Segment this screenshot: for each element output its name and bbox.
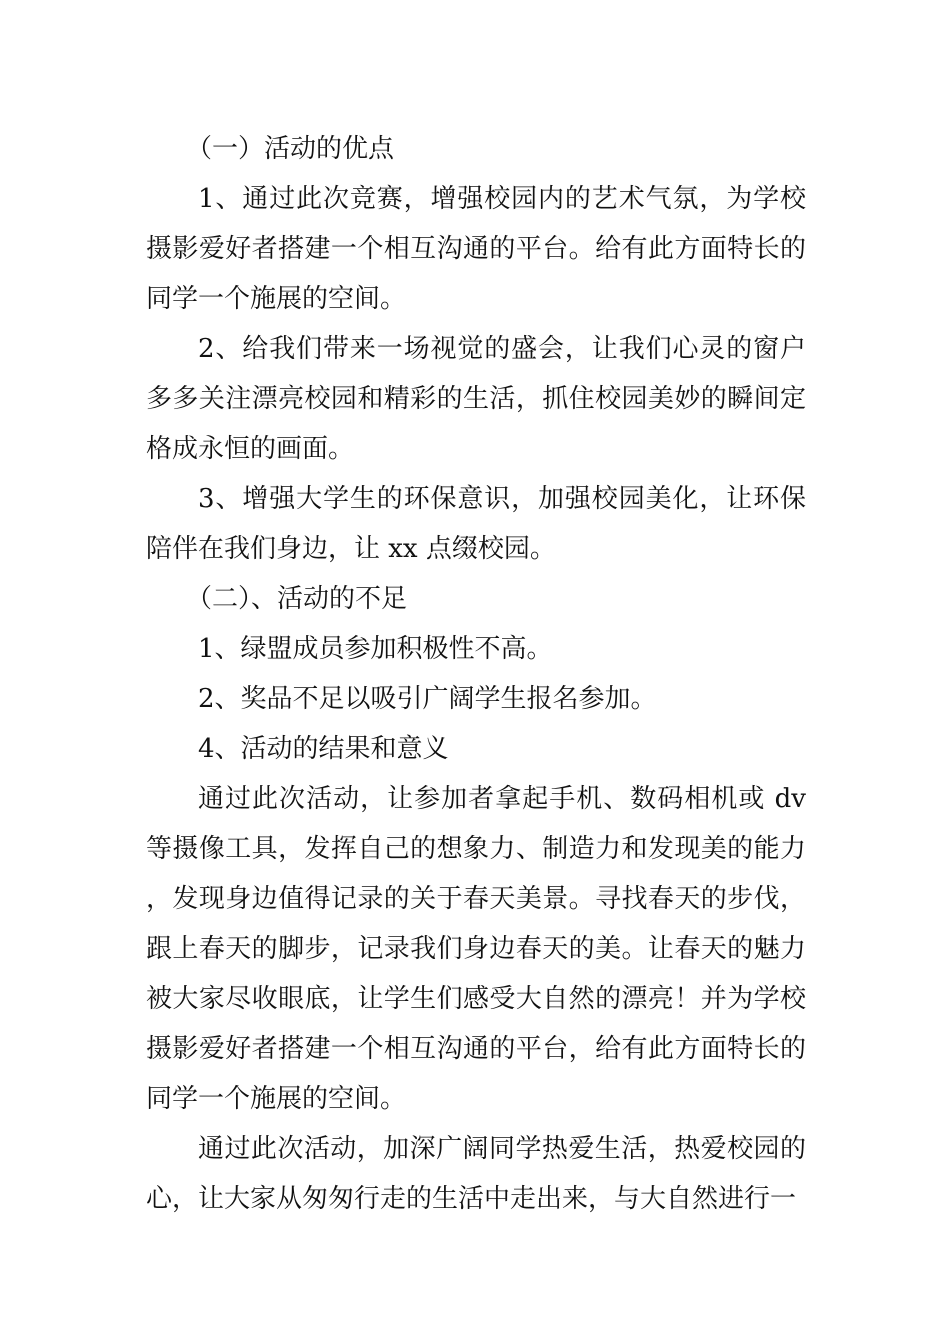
- section-heading-shortcomings: （二）、活动的不足: [186, 584, 408, 614]
- document-body: [146, 124, 806, 1224]
- paragraph-results-heading: 4、活动的结果和意义: [198, 734, 449, 764]
- paragraph-advantage-3: 3、增强大学生的环保意识，加强校园美化，让环保陪伴在我们身边，让 xx 点缀校园。: [146, 484, 806, 564]
- paragraph-shortcoming-1: 1、绿盟成员参加积极性不高。: [198, 634, 553, 664]
- section-heading-advantages: （一）活动的优点: [186, 134, 395, 164]
- paragraph-results-2: 通过此次活动，加深广阔同学热爱生活，热爱校园的心，让大家从匆匆行走的生活中走出来，与大自然进行一: [146, 1134, 806, 1214]
- paragraph-advantage-2: 2、给我们带来一场视觉的盛会，让我们心灵的窗户多多关注漂亮校园和精彩的生活，抓住校园美妙的瞬间定格成永恒的画面。: [146, 334, 806, 464]
- paragraph-shortcoming-2: 2、奖品不足以吸引广阔学生报名参加。: [198, 684, 657, 714]
- paragraph-results-1: 通过此次活动，让参加者拿起手机、数码相机或 dv 等摄像工具，发挥自己的想象力、制造力和发现美的能力，发现身边值得记录的关于春天美景。寻找春天的步伐，跟上春天的脚步，记录我们身边春天的美。让春天的魅力被大家尽收眼底，让学生们感受大自然的漂亮！并为学校摄影爱好者搭建一个相互沟通的平台，给有此方面特长的同学一个施展的空间。: [146, 784, 806, 1114]
- paragraph-advantage-1: 1、通过此次竞赛，增强校园内的艺术气氛，为学校摄影爱好者搭建一个相互沟通的平台。给有此方面特长的同学一个施展的空间。: [146, 184, 806, 314]
